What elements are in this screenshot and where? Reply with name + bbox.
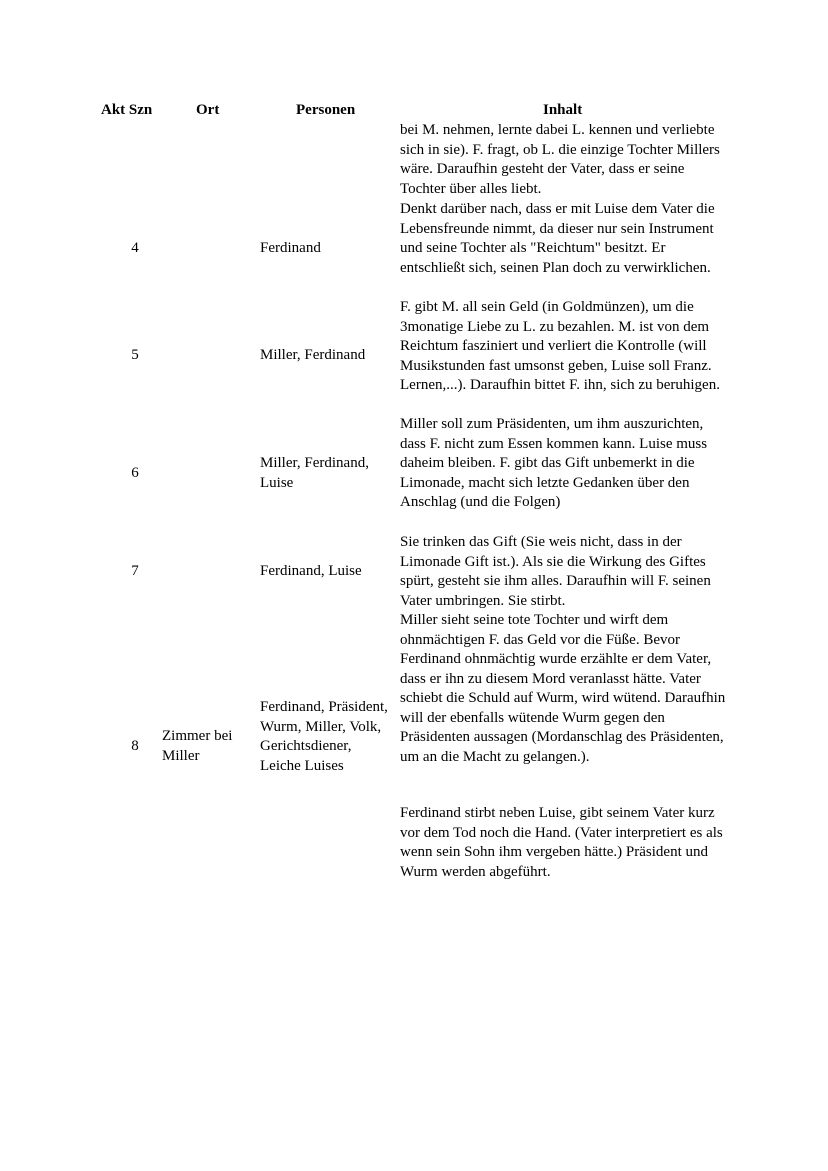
row-6-personen: Miller, Ferdinand, Luise — [260, 455, 369, 491]
row-6-szene: 6 — [131, 465, 139, 481]
row-6-inhalt: Miller soll zum Präsidenten, um ihm auszurichten, dass F. nicht zum Essen kommen kann. Luise muss daheim bleiben. F. gibt das Gift unbemerkt in die Limonade, macht sich letzte Gedanken über den Anschlag (und die Folgen) — [400, 416, 708, 510]
row-7-szene: 7 — [131, 563, 139, 579]
row-4-szene: 4 — [131, 240, 139, 256]
row-4-personen: Ferdinand — [260, 240, 321, 256]
header-personen: Personen — [296, 102, 356, 118]
row-8-inhalt: Miller sieht seine tote Tochter und wirft dem ohnmächtigen F. das Geld vor die Füße. Bevor Ferdinand ohnmächtig wurde erzählte er dem Vater, dass er ihn zu diesem Mord veranlasst hätte. Vater schiebt die Schuld auf Wurm, wird wütend. Daraufhin will der ebenfalls wütende Wurm gegen den Präsidenten aussagen (Mordanschlag des Präsidenten, um an die Macht zu gelangen.). — [400, 612, 726, 765]
row-7-inhalt: Sie trinken das Gift (Sie weis nicht, dass in der Limonade Gift ist.). Als sie die Wirkung des Giftes spürt, gesteht sie ihm alles. Daraufhin will F. seinen Vater umbringen. Sie stirbt. — [400, 534, 711, 609]
header-inhalt: Inhalt — [543, 102, 583, 118]
row-8-szene: 8 — [131, 738, 139, 754]
row-5-personen: Miller, Ferdinand — [260, 347, 366, 363]
row-8-personen: Ferdinand, Präsident, Wurm, Miller, Volk, Gerichtsdiener, Leiche Luises — [260, 699, 388, 774]
row-7-personen: Ferdinand, Luise — [260, 563, 362, 579]
row-8-inhalt-2: Ferdinand stirbt neben Luise, gibt seinem Vater kurz vor dem Tod noch die Hand. (Vater interpretiert es als wenn sein Sohn ihm vergeben hätte.) Präsident und Wurm werden abgeführt. — [400, 805, 723, 880]
row-8-ort: Zimmer bei Miller — [162, 728, 233, 764]
row-4-inhalt: Denkt darüber nach, dass er mit Luise dem Vater die Lebensfreunde nimmt, da dieser nur sein Instrument und seine Tochter als "Reichtum" besitzt. Er entschließt sich, seinen Plan doch zu verwirklichen. — [400, 201, 715, 276]
row-5-szene: 5 — [131, 347, 139, 363]
header-akt-szn: Akt Szn — [101, 102, 153, 118]
row-continuation-inhalt: bei M. nehmen, lernte dabei L. kennen und verliebte sich in sie). F. fragt, ob L. die einzige Tochter Millers wäre. Daraufhin gesteht der Vater, dass er seine Tochter über alles liebt. — [400, 122, 720, 197]
row-5-inhalt: F. gibt M. all sein Geld (in Goldmünzen), um die 3monatige Liebe zu L. zu bezahlen. M. ist von dem Reichtum fasziniert und verliert die Kontrolle (will Musikstunden fast umsonst geben, Luise soll Franz. Lernen,...). Daraufhin bittet F. ihn, sich zu beruhigen. — [400, 299, 720, 393]
header-ort: Ort — [196, 102, 220, 118]
